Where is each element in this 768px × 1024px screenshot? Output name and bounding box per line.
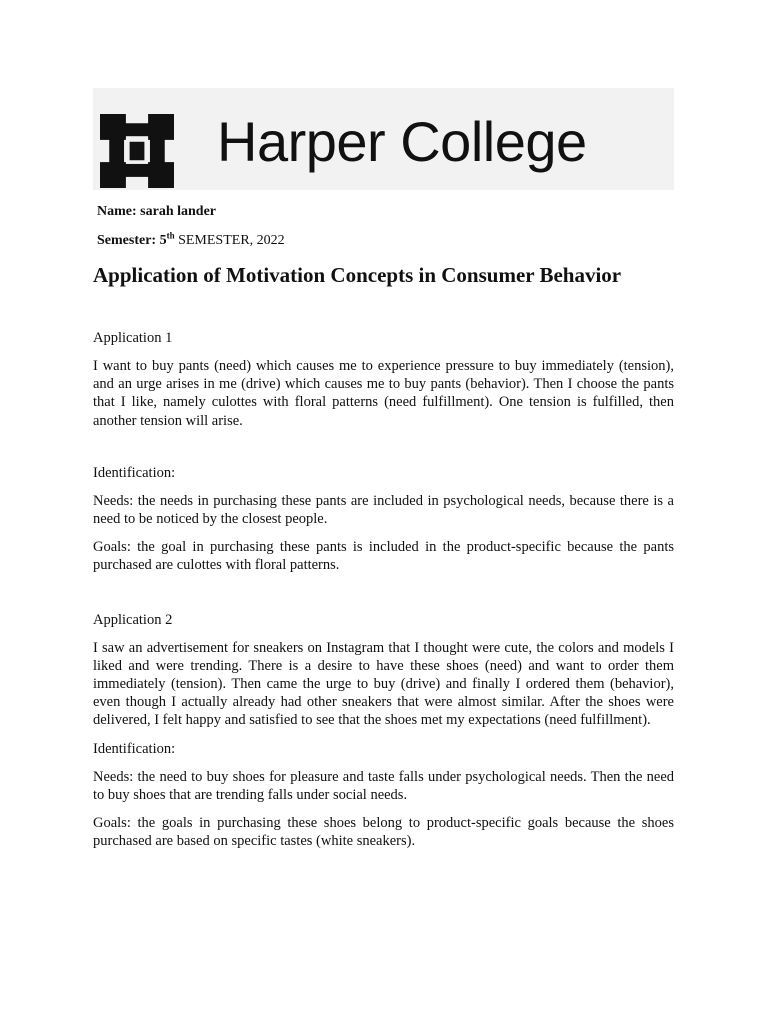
student-name-line — [93, 203, 674, 221]
application-1-body: I want to buy pants (need) which causes me to experience pressure to buy immediately (tension), and an urge arises in me (drive) which causes me to buy pants (behavior). Then I choose the pants that I like, namely culottes with floral patterns (need fulfillment). One tension is fulfilled, then another tension will arise. — [93, 358, 674, 429]
application-1-heading: Application 1 — [93, 330, 173, 346]
harper-college-logo-icon — [100, 114, 174, 188]
application-1-goals: Goals: the goal in purchasing these pants is included in the product-specific because the pants purchased are culottes with floral patterns. — [93, 539, 674, 574]
college-name: Harper College — [217, 110, 587, 173]
application-1-needs: Needs: the needs in purchasing these pants are included in psychological needs, because there is a need to be noticed by the closest people. — [93, 492, 674, 528]
application-2-body: I saw an advertisement for sneakers on Instagram that I thought were cute, the colors and models I liked and were trending. There is a desire to have these shoes (need) and want to order them immediately (tension). Then came the urge to buy (drive) and finally I ordered them (behavior), even though I actually already had other sneakers that were almost similar. After the shoes were delivered, I felt happy and satisfied to see that the shoes met my expectations (need fulfillment). — [93, 639, 674, 729]
application-1-identification-heading: Identification: — [93, 464, 176, 481]
semester-value: SEMESTER, 2022 — [178, 233, 285, 248]
application-2-identification-heading: Identification: — [93, 740, 176, 757]
document-page — [93, 88, 674, 850]
document-title: Application of Motivation Concepts in Consumer Behavior — [93, 263, 622, 287]
application-2-goals: Goals: the goals in purchasing these shoes belong to product-specific goals because the shoes purchased are based on specific tastes (white sneakers). — [93, 815, 674, 850]
college-banner — [93, 88, 674, 190]
semester-number: 5 — [159, 233, 167, 248]
semester-line — [93, 232, 674, 250]
semester-ordinal-suffix: th — [166, 230, 175, 241]
application-2-heading: Application 2 — [93, 611, 173, 628]
semester-label: Semester: — [97, 233, 157, 248]
application-2-needs: Needs: the need to buy shoes for pleasure and taste falls under psychological needs. Then the need to buy shoes that are trending falls under social needs. — [93, 768, 674, 803]
name-label: Name: — [97, 204, 137, 219]
name-value: sarah lander — [140, 204, 216, 219]
